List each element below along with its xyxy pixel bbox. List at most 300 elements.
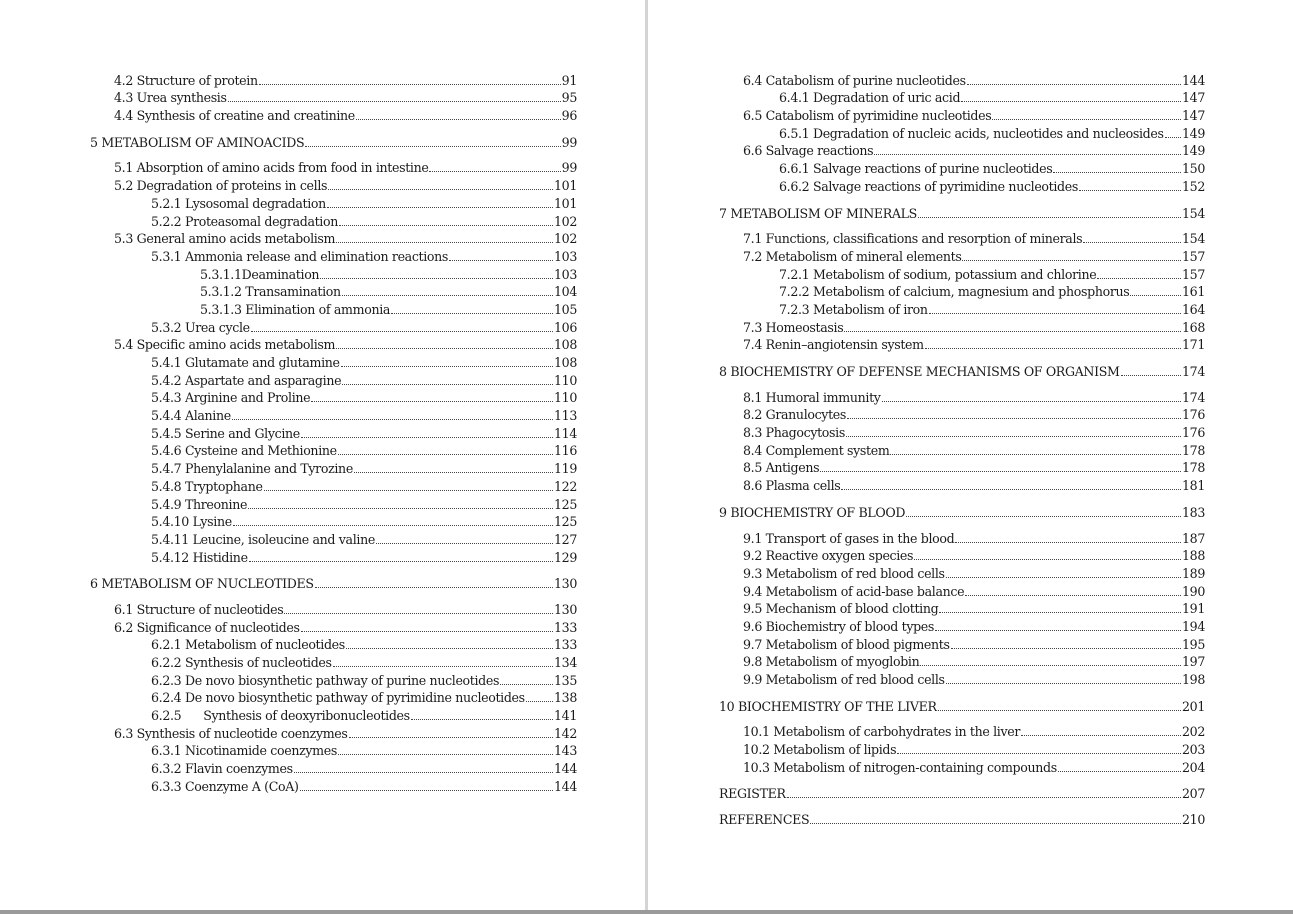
toc-entry-page-number: 103 [554,266,577,282]
toc-entry-page-number: 127 [554,531,577,547]
toc-entry[interactable] [90,406,577,424]
toc-entry[interactable] [90,71,577,89]
toc-entry-page-number: 108 [554,337,577,353]
toc-entry-page-number: 134 [554,655,577,670]
toc-entry-page-number: 142 [554,725,577,741]
toc-entry[interactable] [90,671,577,689]
dot-leader [349,736,553,738]
toc-entry-title: 6.5.1 Degradation of nucleic acids, nucleotides and nucleosides [779,125,1164,141]
toc-entry-title: 5.3.1.1Deamination [200,266,320,282]
dot-leader [890,453,1181,455]
toc-entry-page-number: 101 [554,195,577,211]
dot-leader [841,488,1181,490]
toc-entry[interactable] [719,318,1205,336]
toc-entry-title: 9.7 Metabolism of blood pigments [743,636,950,652]
toc-entry-title: 5.4.7 Phenylalanine and Tyrozine [151,461,353,477]
toc-entry[interactable] [719,600,1205,618]
toc-entry[interactable] [719,547,1205,565]
toc-entry-page-number: 176 [1182,425,1205,441]
toc-entry-page-number: 201 [1182,698,1205,714]
dot-leader [391,312,553,314]
toc-entry-title: 6.3 Synthesis of nucleotide coenzymes [114,725,348,741]
dot-leader [946,576,1181,578]
dot-leader [429,170,560,172]
toc-entry-page-number: 125 [554,514,577,530]
toc-entry[interactable] [719,300,1205,318]
toc-entry-title: 6.3.1 Nicotinamide coenzymes [151,743,337,759]
dot-leader [1058,770,1181,772]
toc-entry[interactable] [719,230,1205,248]
toc-entry[interactable] [719,71,1205,89]
toc-entry-title: 9.8 Metabolism of myoglobin [743,654,920,670]
toc-entry-title: 6 METABOLISM OF NUCLEOTIDES [90,576,314,592]
dot-leader [320,277,553,279]
toc-entry-title: 5.4.4 Alanine [151,408,231,424]
toc-entry[interactable] [719,247,1205,265]
toc-entry-page-number: 202 [1182,724,1205,740]
dot-leader [918,216,1181,218]
toc-entry[interactable] [90,777,577,795]
dot-leader [264,489,553,491]
toc-entry[interactable] [719,406,1205,424]
dot-leader [965,594,1181,596]
dot-leader [259,83,561,85]
toc-entry-title: 6.2.3 De novo biosynthetic pathway of purine nucleotides [151,672,500,688]
toc-entry-page-number: 176 [1182,407,1205,423]
toc-entry[interactable] [90,689,577,707]
toc-entry-title: 5 METABOLISM OF AMINOACIDS [90,134,305,150]
toc-entry[interactable] [719,476,1205,494]
toc-entry-title: 6.2.4 De novo biosynthetic pathway of pyrimidine nucleotides [151,690,525,706]
toc-entry[interactable] [90,265,577,283]
toc-entry-title: 6.5 Catabolism of pyrimidine nucleotides [743,108,992,124]
dot-leader [897,752,1181,754]
toc-entry-title: 5.4 Specific amino acids metabolism [114,337,336,353]
toc-list-left [90,71,577,795]
toc-entry-page-number: 152 [1182,178,1205,194]
toc-entry-page-number: 189 [1182,565,1205,581]
toc-entry-page-number: 104 [554,284,577,300]
toc-entry[interactable] [90,389,577,407]
toc-entry-page-number: 110 [554,390,577,406]
toc-entry-page-number: 190 [1182,583,1205,599]
toc-entry-page-number: 181 [1182,478,1205,494]
toc-entry-title: 5.4.10 Lysine [151,514,232,530]
toc-entry-title: 9.1 Transport of gases in the blood [743,530,955,546]
dot-leader [342,294,553,296]
toc-entry-page-number: 129 [554,549,577,565]
toc-entry[interactable] [90,159,577,177]
toc-entry-page-number: 157 [1182,266,1205,282]
toc-entry-page-number: 204 [1182,759,1205,775]
toc-entry-title: 7 METABOLISM OF MINERALS [719,205,917,221]
toc-entry[interactable] [90,742,577,760]
toc-entry-title: 5.2 Degradation of proteins in cells [114,178,328,194]
dot-leader [336,241,553,243]
toc-entry[interactable] [90,336,577,354]
dot-leader [333,665,553,667]
toc-entry-page-number: 119 [554,461,577,477]
toc-chapter-entry[interactable] [719,697,1205,715]
toc-entry-title: 6.3.2 Flavin coenzymes [151,761,293,777]
dot-leader [376,542,553,544]
toc-entry-title: REFERENCES [719,812,810,828]
toc-chapter-entry[interactable] [719,810,1205,828]
toc-entry[interactable] [719,582,1205,600]
toc-entry[interactable] [90,230,577,248]
toc-entry-page-number: 174 [1182,364,1205,379]
dot-leader [251,330,553,332]
toc-entry-page-number: 122 [554,478,577,494]
toc-entry-title: 7.2.3 Metabolism of iron [779,301,928,317]
toc-entry[interactable] [719,740,1205,758]
toc-entry-title: 9.2 Reactive oxygen species [743,548,914,564]
toc-entry-title: 5.2.1 Lysosomal degradation [151,195,326,211]
toc-entry-page-number: 141 [554,708,577,724]
dot-leader [962,259,1181,261]
toc-entry-page-number: 113 [554,408,577,424]
toc-entry-page-number: 154 [1182,231,1205,247]
toc-entry-title: 7.1 Functions, classifications and resorption of minerals [743,231,1083,247]
toc-entry[interactable] [90,212,577,230]
dot-leader [526,700,553,702]
toc-entry-title: 7.2.1 Metabolism of sodium, potassium and chlorine [779,266,1097,282]
toc-entry[interactable] [719,529,1205,547]
toc-entry-title: 6.2.5 Synthesis of deoxyribonucleotides [151,708,410,724]
toc-entry[interactable] [90,495,577,513]
toc-entry-page-number: 188 [1182,548,1205,564]
toc-entry-title: 6.4 Catabolism of purine nucleotides [743,72,966,88]
toc-entry-title: 5.4.11 Leucine, isoleucine and valine [151,531,375,547]
toc-entry[interactable] [90,424,577,442]
toc-entry-title: 10 BIOCHEMISTRY OF THE LIVER [719,698,937,714]
toc-entry[interactable] [719,635,1205,653]
toc-entry-title: 5.3 General amino acids metabolism [114,231,336,247]
toc-entry-page-number: 144 [554,778,577,794]
toc-entry-page-number: 116 [554,443,577,459]
toc-entry-title: 5.4.2 Aspartate and asparagine [151,372,342,388]
toc-entry-page-number: 133 [554,637,577,653]
toc-entry-title: 6.2 Significance of nucleotides [114,619,300,635]
toc-entry-page-number: 171 [1182,337,1205,353]
dot-leader [955,541,1181,543]
toc-entry-page-number: 149 [1182,125,1205,141]
toc-entry-title: 10.1 Metabolism of carbohydrates in the liver [743,724,1020,740]
toc-entry-title: 4.2 Structure of protein [114,72,258,88]
toc-entry-page-number: 106 [554,319,577,335]
toc-chapter-entry[interactable] [719,503,1205,521]
toc-entry-page-number: 130 [554,601,577,617]
toc-entry-page-number: 203 [1182,742,1205,758]
toc-entry[interactable] [719,336,1205,354]
toc-entry-page-number: 114 [554,425,577,441]
toc-entry-title: 9.6 Biochemistry of blood types [743,618,935,634]
toc-entry[interactable] [719,283,1205,301]
toc-entry[interactable] [90,477,577,495]
dot-leader [339,224,553,226]
dot-leader [961,100,1181,102]
toc-entry-title: 6.6.2 Salvage reactions of pyrimidine nucleotides [779,178,1078,194]
dot-leader [1021,734,1181,736]
toc-entry-page-number: 198 [1182,672,1205,687]
toc-entry-page-number: 105 [554,301,577,317]
toc-entry-title: 7.2.2 Metabolism of calcium, magnesium and phosphorus [779,284,1130,300]
toc-entry-page-number: 147 [1182,108,1205,124]
dot-leader [874,153,1181,155]
toc-entry-page-number: 191 [1182,601,1205,617]
dot-leader [1121,374,1181,376]
dot-leader [338,453,553,455]
dot-leader [411,718,553,720]
toc-entry-page-number: 164 [1182,301,1205,317]
dot-leader [820,470,1181,472]
toc-entry-title: 5.3.1 Ammonia release and elimination reactions [151,248,449,264]
toc-entry-title: 8.5 Antigens [743,460,820,476]
toc-entry-page-number: 96 [561,108,577,124]
toc-entry-page-number: 174 [1182,389,1205,405]
toc-entry[interactable] [719,177,1205,195]
toc-entry-page-number: 101 [554,178,577,194]
dot-leader [1083,241,1181,243]
toc-entry[interactable] [90,724,577,742]
toc-entry-title: 10.3 Metabolism of nitrogen-containing compounds [743,759,1057,775]
dot-leader [906,515,1181,517]
toc-entry[interactable] [719,723,1205,741]
toc-entry[interactable] [90,106,577,124]
toc-entry[interactable] [90,318,577,336]
toc-entry-page-number: 138 [554,690,577,706]
toc-entry-page-number: 133 [554,619,577,635]
toc-entry-title: 9.9 Metabolism of red blood cells [743,672,945,687]
toc-entry-title: 8.2 Granulocytes [743,407,846,423]
toc-entry-page-number: 207 [1182,786,1205,802]
toc-entry-title: 6.6.1 Salvage reactions of purine nucleotides [779,161,1053,177]
toc-entry-page-number: 195 [1182,636,1205,652]
dot-leader [938,709,1181,711]
dot-leader [810,822,1181,824]
toc-entry-title: 4.3 Urea synthesis [114,90,227,106]
dot-leader [248,507,553,509]
toc-chapter-entry[interactable] [719,362,1205,380]
toc-entry-page-number: 144 [554,761,577,777]
toc-list-right [719,71,1205,836]
toc-entry-title: 5.3.2 Urea cycle [151,319,250,335]
toc-entry-page-number: 130 [554,576,577,592]
toc-entry-page-number: 194 [1182,618,1205,634]
toc-entry[interactable] [90,353,577,371]
dot-leader [228,100,561,102]
dot-leader [301,436,553,438]
toc-entry[interactable] [719,106,1205,124]
dot-leader [449,259,553,261]
toc-entry[interactable] [90,530,577,548]
toc-entry[interactable] [90,176,577,194]
dot-leader [787,796,1181,798]
toc-entry-page-number: 154 [1182,205,1205,221]
dot-leader [356,118,561,120]
toc-entry[interactable] [90,636,577,654]
toc-entry[interactable] [90,618,577,636]
toc-entry-title: 5.4.8 Tryptophane [151,478,263,494]
toc-entry-title: 8.6 Plasma cells [743,478,841,494]
toc-entry-page-number: 99 [561,160,577,176]
toc-entry[interactable] [90,759,577,777]
toc-entry[interactable] [90,653,577,671]
toc-entry[interactable] [719,142,1205,160]
dot-leader [951,647,1181,649]
toc-entry-page-number: 149 [1182,143,1205,159]
toc-entry[interactable] [719,423,1205,441]
toc-entry-page-number: 161 [1182,284,1205,300]
toc-entry[interactable] [90,600,577,618]
dot-leader [935,629,1181,631]
dot-leader [1130,294,1181,296]
dot-leader [929,312,1181,314]
dot-leader [327,206,553,208]
toc-entry-title: 5.4.6 Cysteine and Methionine [151,443,337,459]
dot-leader [946,682,1181,684]
toc-entry-page-number: 197 [1182,654,1205,670]
toc-entry-title: 9.5 Mechanism of blood clotting [743,601,939,617]
toc-chapter-entry[interactable] [719,204,1205,222]
toc-entry[interactable] [90,459,577,477]
toc-entry[interactable] [719,564,1205,582]
toc-entry-title: 8 BIOCHEMISTRY OF DEFENSE MECHANISMS OF ORGANISM [719,364,1120,379]
dot-leader [232,418,553,420]
dot-leader [233,524,553,526]
dot-leader [500,683,553,685]
toc-entry[interactable] [719,388,1205,406]
toc-entry-page-number: 102 [554,213,577,229]
toc-entry[interactable] [719,89,1205,107]
toc-chapter-entry[interactable] [90,575,577,593]
toc-entry-title: 6.6 Salvage reactions [743,143,874,159]
toc-chapter-entry[interactable] [719,785,1205,803]
toc-entry-page-number: 187 [1182,530,1205,546]
dot-leader [914,558,1181,560]
toc-entry[interactable] [719,124,1205,142]
dot-leader [844,330,1181,332]
dot-leader [847,417,1181,419]
toc-entry-title: 7.2 Metabolism of mineral elements [743,248,962,264]
toc-entry-title: 5.3.1.2 Transamination [200,284,341,300]
toc-entry[interactable] [90,300,577,318]
toc-entry[interactable] [719,159,1205,177]
toc-entry[interactable] [90,513,577,531]
toc-entry-page-number: 99 [561,134,577,150]
dot-leader [328,188,553,190]
toc-entry-title: 9.3 Metabolism of red blood cells [743,565,945,581]
dot-leader [1053,171,1181,173]
dot-leader [341,365,553,367]
dot-leader [920,664,1181,666]
toc-entry-title: 5.1 Absorption of amino acids from food in intestine [114,160,429,176]
toc-entry-title: 9.4 Metabolism of acid-base balance [743,583,965,599]
toc-entry-title: 6.2.1 Metabolism of nucleotides [151,637,345,653]
dot-leader [1079,189,1181,191]
toc-entry[interactable] [719,441,1205,459]
toc-entry-title: 5.4.1 Glutamate and glutamine [151,355,340,370]
dot-leader [846,435,1181,437]
toc-entry-title: 6.4.1 Degradation of uric acid [779,90,961,106]
toc-entry[interactable] [90,371,577,389]
toc-entry-page-number: 168 [1182,319,1205,335]
toc-entry-title: 8.1 Humoral immunity [743,389,881,405]
dot-leader [992,118,1181,120]
dot-leader [294,771,553,773]
toc-entry-title: 7.3 Homeostasis [743,319,844,335]
toc-entry-title: 6.2.2 Synthesis of nucleotides [151,655,332,670]
toc-entry-title: 10.2 Metabolism of lipids [743,742,897,758]
dot-leader [967,83,1181,85]
toc-entry[interactable] [90,194,577,212]
toc-entry-title: 5.2.2 Proteasomal degradation [151,213,338,229]
toc-entry-title: 5.4.12 Histidine [151,549,248,565]
right-page [648,0,1293,910]
toc-entry-title: 6.1 Structure of nucleotides [114,601,284,617]
toc-entry-page-number: 108 [554,355,577,370]
toc-entry-page-number: 143 [554,743,577,759]
dot-leader [354,471,553,473]
toc-entry-page-number: 144 [1182,72,1205,88]
toc-entry[interactable] [90,283,577,301]
toc-entry-title: 5.3.1.3 Elimination of ammonia [200,301,391,317]
dot-leader [301,630,553,632]
toc-entry-page-number: 102 [554,231,577,247]
dot-leader [315,586,553,588]
dot-leader [1165,136,1181,138]
toc-entry-title: 8.4 Complement system [743,442,890,458]
toc-entry-page-number: 178 [1182,442,1205,458]
toc-entry[interactable] [719,265,1205,283]
toc-entry-page-number: 95 [561,90,577,106]
dot-leader [336,347,553,349]
toc-entry-page-number: 157 [1182,248,1205,264]
toc-entry-page-number: 178 [1182,460,1205,476]
toc-entry[interactable] [90,247,577,265]
toc-entry[interactable] [90,706,577,724]
toc-entry[interactable] [719,459,1205,477]
toc-entry-page-number: 135 [554,672,577,688]
toc-entry[interactable] [719,617,1205,635]
dot-leader [338,753,553,755]
toc-entry-page-number: 125 [554,496,577,512]
toc-entry[interactable] [719,653,1205,671]
dot-leader [925,347,1181,349]
toc-entry-title: REGISTER [719,786,786,802]
toc-entry-page-number: 150 [1182,161,1205,177]
toc-entry-page-number: 147 [1182,90,1205,106]
dot-leader [882,400,1181,402]
viewer-bottom-edge [0,910,1293,914]
toc-entry-title: 9 BIOCHEMISTRY OF BLOOD [719,504,906,520]
toc-entry[interactable] [90,442,577,460]
toc-entry[interactable] [719,670,1205,688]
dot-leader [249,560,553,562]
dot-leader [342,383,553,385]
toc-entry[interactable] [90,89,577,107]
left-page [0,0,645,910]
toc-entry-title: 6.3.3 Coenzyme A (CoA) [151,778,299,794]
dot-leader [284,612,553,614]
toc-entry[interactable] [719,758,1205,776]
toc-entry[interactable] [90,548,577,566]
toc-entry-page-number: 103 [554,248,577,264]
toc-entry-title: 7.4 Renin–angiotensin system [743,337,924,353]
dot-leader [311,400,553,402]
toc-chapter-entry[interactable] [90,133,577,151]
toc-entry-page-number: 91 [561,72,577,88]
